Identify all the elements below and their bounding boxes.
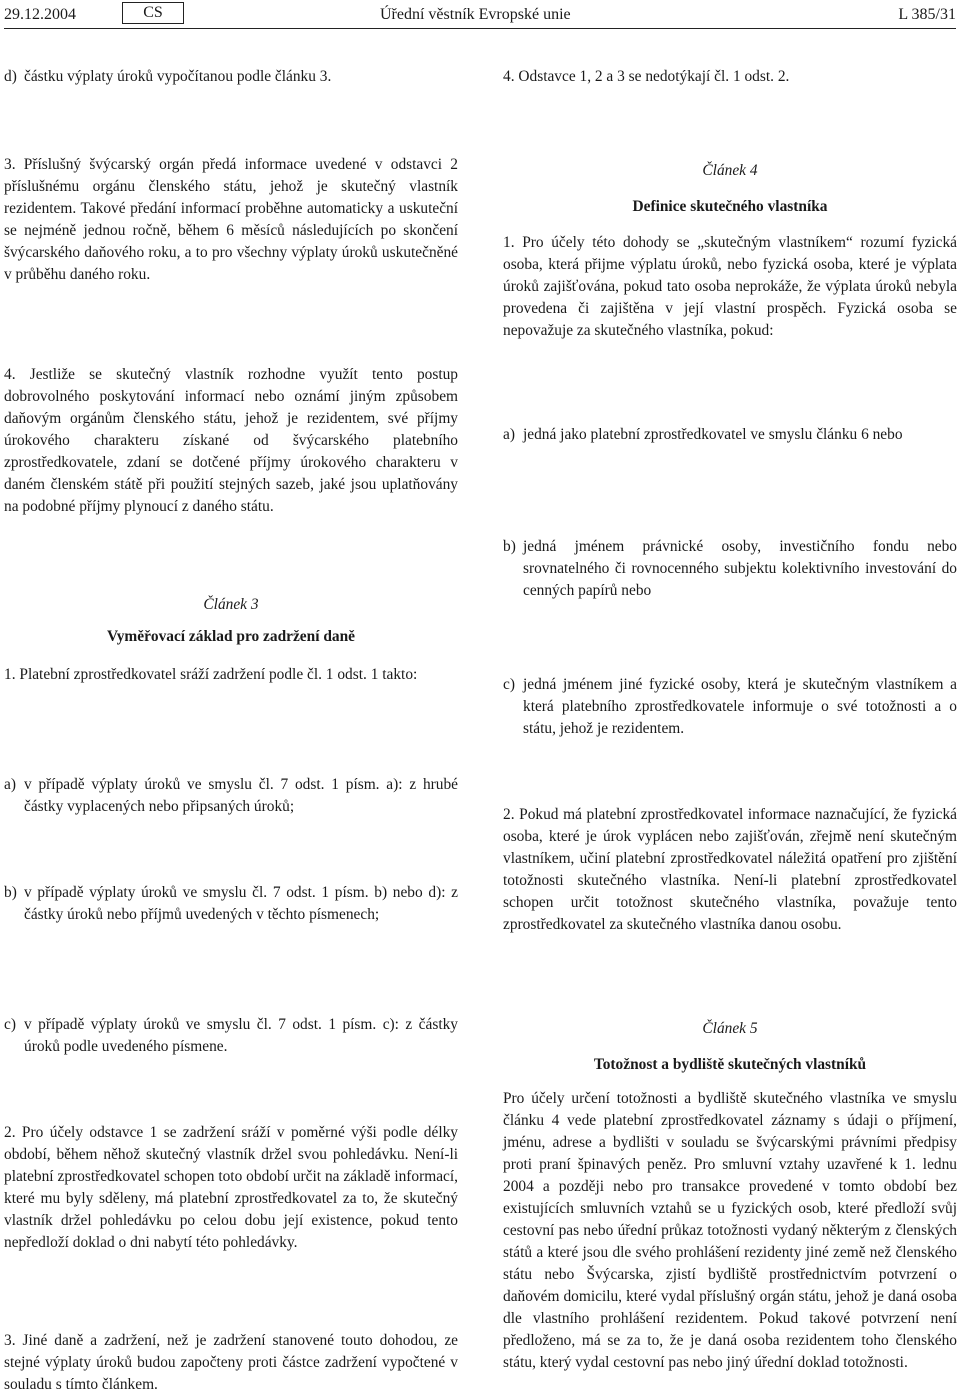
- list-text: jedná jménem právnické osoby, investičního fondu nebo srovnatelného či rovnocenného subjektu kolektivního investování do cenných papírů nebo: [523, 538, 957, 599]
- list-label: a): [503, 426, 515, 443]
- list-text: částku výplaty úroků vypočítanou podle článku 3.: [24, 68, 332, 85]
- list-text: v případě výplaty úroků ve smyslu čl. 7 odst. 1 písm. a): z hrubé částky vyplacených nebo připsaných úroků;: [24, 776, 458, 815]
- list-text: v případě výplaty úroků ve smyslu čl. 7 odst. 1 písm. b) nebo d): z částky úroků nebo příjmů uvedených v těchto písmenech;: [24, 884, 458, 923]
- article-5-heading: Totožnost a bydliště skutečných vlastníků: [593, 1056, 867, 1073]
- article-4-title: Článek 4: [702, 162, 758, 179]
- article-4-paragraph-1: 1. Pro účely této dohody se „skutečným vlastníkem“ rozumí fyzická osoba, která přijme výplatu úroků, nebo fyzická osoba, které je výplata úroků zajišťována, pokud tato osoba neprokáže, že výplata úroků nebyla provedena či zajištěna v její vlastní prospěch. Fyzická osoba se nepovažuje za skutečného vlastníka, pokud:: [503, 234, 957, 339]
- article-4-heading: Definice skutečného vlastníka: [632, 198, 828, 215]
- list-label: d): [4, 68, 17, 85]
- list-text: v případě výplaty úroků ve smyslu čl. 7 odst. 1 písm. c): z částky úroků podle uvedeného písmene.: [24, 1016, 458, 1055]
- article-3-paragraph-3: 3. Jiné daně a zadržení, než je zadržení stanovené touto dohodou, ze stejné výplaty úroků budou započteny proti částce zadržení vypočtené v souladu s tímto článkem.: [4, 1332, 458, 1393]
- left-column: [4, 0, 458, 1393]
- paragraph-4: 4. Jestliže se skutečný vlastník rozhodne využít tento postup dobrovolného poskytování informací nebo oznámí jiným způsobem daňovým orgánům členského státu, jehož je rezidentem, své příjmy úrokového charakteru získané od švýcarského platebního zprostředkovatele, zdaní se dotčené příjmy úrokového charakteru v daném členském státě při použití stejných sazeb, jaké jsou uplatňovány na podobné příjmy plynoucí z daného státu.: [4, 366, 458, 515]
- list-label: b): [4, 884, 17, 901]
- list-item-d: [4, 66, 458, 88]
- language-badge: CS: [122, 2, 184, 24]
- paragraph-4-top: 4. Odstavce 1, 2 a 3 se nedotýkají čl. 1 odst. 2.: [503, 68, 790, 85]
- right-column: [503, 0, 957, 1393]
- list-item-b: [4, 882, 458, 926]
- list-label: a): [4, 776, 16, 793]
- article-4-paragraph-2: 2. Pokud má platební zprostředkovatel informace naznačující, že fyzická osoba, které je úrok vyplácen nebo zajišťován, zřejmě není skutečným vlastníkem, učiní platební zprostředkovatel náležitá opatření pro zjištění totožnosti skutečného vlastníka. Není-li platební zprostředkovatel schopen určit totožnost skutečného vlastníka, považuje tento zprostředkovatel za skutečného vlastníka danou osobu.: [503, 806, 957, 933]
- article-3-paragraph-1: 1. Platební zprostředkovatel sráží zadržení podle čl. 1 odst. 1 takto:: [4, 666, 418, 683]
- list-text: jedná jménem jiné fyzické osoby, která je skutečným vlastníkem a která platebního zprostředkovatele informuje o své totožnosti a o státu, jehož je rezidentem.: [523, 676, 957, 737]
- list-item-a: [503, 424, 957, 446]
- list-item-a: [4, 774, 458, 818]
- journal-title: Úřední věstník Evropské unie: [380, 6, 571, 23]
- list-label: c): [4, 1016, 16, 1033]
- article-3-title: Článek 3: [203, 596, 259, 613]
- journal-reference: L 385/31: [898, 6, 956, 23]
- article-5-paragraph: Pro účely určení totožnosti a bydliště skutečného vlastníka ve smyslu článku 4 vede platební zprostředkovatel záznamy s údaji o příjmení, jménu, adrese a bydlišti v souladu se švýcarskými právními předpisy proti praní špinavých peněz. Pro smluvní vztahy uzavřené k 1. lednu 2004 a později nebo pro transakce provedené v tomto období bez existujících smluvních vztahů se u fyzických osob, které předloží svůj cestovní pas nebo úřední průkaz totožnosti vydaný některým z členských států a které jsou dle svého prohlášení rezidenty jiné země než členského státu nebo Švýcarska, zjistí bydliště prostřednictvím potvrzení o daňovém domicilu, které vydal příslušný orgán státu, jehož je daná osoba dle vlastního prohlášení rezidentem. Pokud takové potvrzení není předloženo, má se za to, že je daná osoba rezidentem toho členského státu, který vydal cestovní pas nebo jiný úřední doklad totožnosti.: [503, 1090, 957, 1371]
- list-item-c: [503, 674, 957, 740]
- list-text: jedná jako platební zprostředkovatel ve smyslu článku 6 nebo: [523, 426, 903, 443]
- list-label: b): [503, 538, 516, 555]
- paragraph-3: 3. Příslušný švýcarský orgán předá informace uvedené v odstavci 2 příslušnému orgánu členského státu, jehož je skutečný vlastník rezidentem. Takové předání informací proběhne automaticky a uskuteční se nejméně jednou ročně, během 6 měsíců následujících po skončení švýcarského daňového roku, a to pro všechny výplaty úroků uskutečněné v průběhu daného roku.: [4, 156, 458, 283]
- list-label: c): [503, 676, 515, 693]
- list-item-b: [503, 536, 957, 602]
- article-3-heading: Vyměřovací základ pro zadržení daně: [107, 628, 355, 645]
- list-item-c: [4, 1014, 458, 1058]
- publication-date: 29.12.2004: [4, 6, 76, 23]
- article-5-title: Článek 5: [702, 1020, 758, 1037]
- article-3-paragraph-2: 2. Pro účely odstavce 1 se zadržení sráží v poměrné výši podle délky období, během něhož skutečný vlastník držel svou pohledávku. Není-li platební zprostředkovatel schopen toto období určit na základě informací, které mu byly sděleny, má platební zprostředkovatel za to, že skutečný vlastník držel pohledávku po celou dobu její existence, pokud tento nepředloží doklad o dni nabytí této pohledávky.: [4, 1124, 458, 1251]
